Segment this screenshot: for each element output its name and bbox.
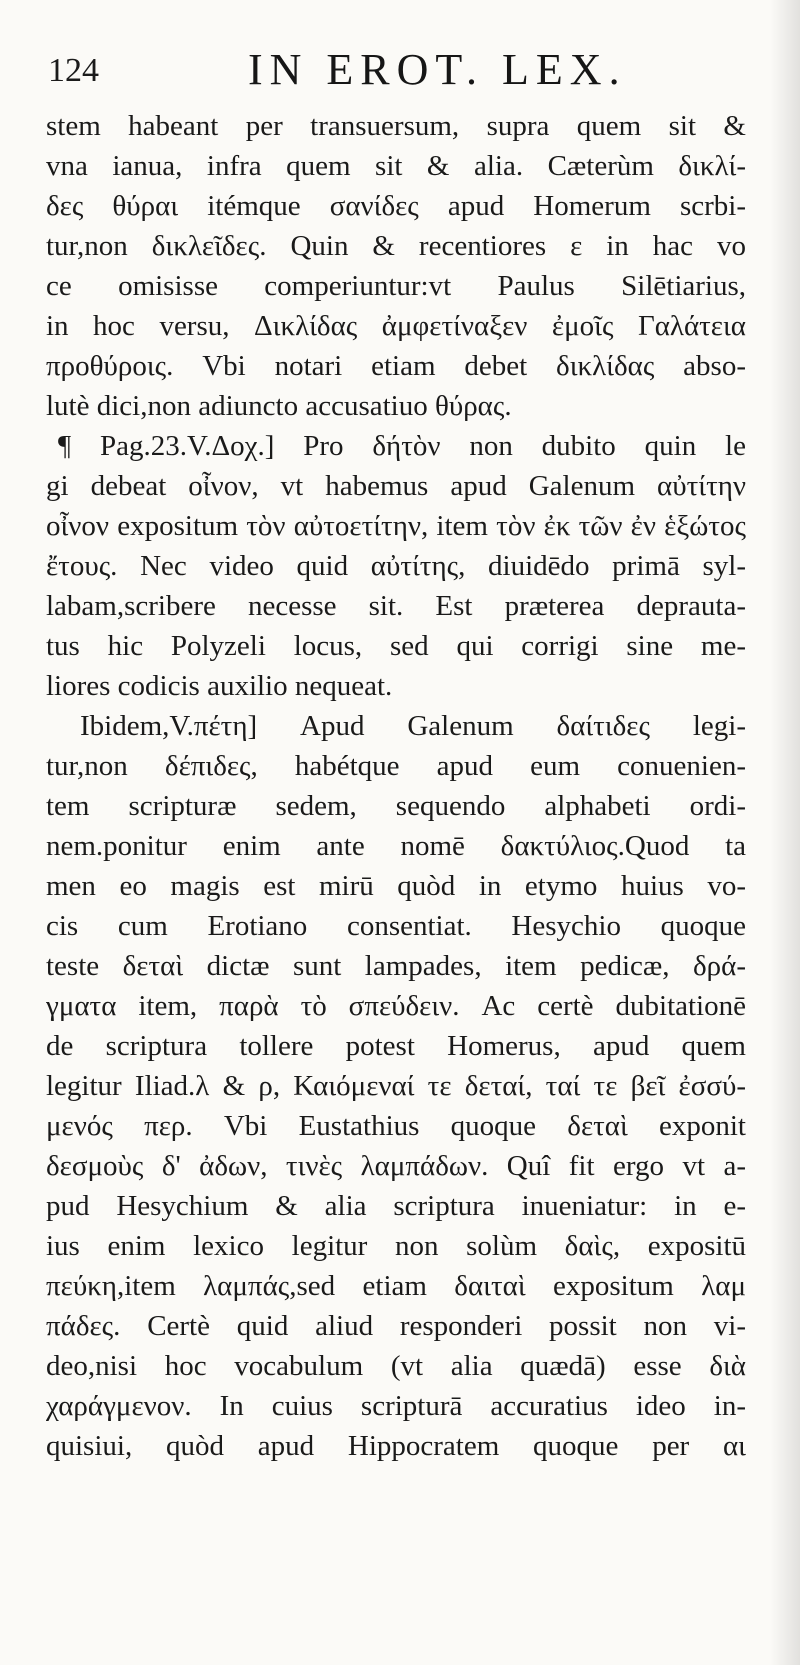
- text-line: vna ianua, infra quem sit & alia. Cæterùm δικλί-: [46, 150, 746, 182]
- text-line: liores codicis auxilio nequeat.: [46, 670, 393, 702]
- text-line: Ibidem,V.πέτη] Apud Galenum δαίτιδες legi-: [80, 710, 746, 742]
- text-line: legitur Iliad.λ & ρ, Καιόμεναί τε δεταί, ταί τε βεῖ ἐσσύ-: [46, 1070, 746, 1102]
- text-line: μενός περ. Vbi Eustathius quoque δεταὶ exponit: [46, 1110, 746, 1142]
- text-line: ius enim lexico legitur non solùm δαὶς, expositū: [46, 1230, 746, 1262]
- text-line: lutè dici,non adiuncto accusatiuo θύρας.: [46, 390, 512, 422]
- text-line: pud Hesychium & alia scriptura inueniatur: in e-: [46, 1190, 746, 1222]
- binding-shadow: [770, 0, 800, 1665]
- text-line: tus hic Polyzeli locus, sed qui corrigi sine me-: [46, 630, 746, 662]
- text-line: tem scripturæ sedem, sequendo alphabeti ordi-: [46, 790, 746, 822]
- text-line: ¶ Pag.23.V.Δοχ.] Pro δήτὸν non dubito quin le: [58, 430, 746, 462]
- page-header: [48, 38, 660, 98]
- text-line: teste δεταὶ dictæ sunt lampades, item pedicæ, δρά-: [46, 950, 746, 982]
- text-line: quisiui, quòd apud Hippocratem quoque per αι: [46, 1430, 746, 1462]
- text-line: labam,scribere necesse sit. Est præterea deprauta-: [46, 590, 746, 622]
- text-line: de scriptura tollere potest Homerus, apud quem: [46, 1030, 746, 1062]
- text-line: tur,non δέπιδες, habétque apud eum conuenien-: [46, 750, 746, 782]
- text-line: δεσμοὺς δ' ἀδων, τινὲς λαμπάδων. Quî fit ergo vt a-: [46, 1150, 746, 1182]
- text-line: ἔτους. Nec video quid αὐτίτης, diuidēdo primā syl-: [46, 550, 746, 582]
- text-line: stem habeant per transuersum, supra quem sit &: [46, 110, 746, 142]
- text-line: προθύροις. Vbi notari etiam debet δικλίδας abso-: [46, 350, 746, 382]
- page-number: 124: [48, 52, 99, 89]
- running-head: IN EROT. LEX.: [248, 45, 627, 94]
- text-line: cis cum Erotiano consentiat. Hesychio quoque: [46, 910, 746, 942]
- text-line: γματα item, παρὰ τὸ σπεύδειν. Ac certè dubitationē: [46, 990, 746, 1022]
- text-line: tur,non δικλεῖδες. Quin & recentiores ε in hac vo: [46, 230, 746, 262]
- text-line: men eo magis est mirū quòd in etymo huius vo-: [46, 870, 746, 902]
- text-line: πάδες. Certè quid aliud responderi possit non vi-: [46, 1310, 746, 1342]
- body-text: [46, 106, 746, 1466]
- text-line: deo,nisi hoc vocabulum (vt alia quædā) esse διὰ: [46, 1350, 746, 1382]
- text-line: οἶνον expositum τὸν αὐτοετίτην, item τὸν ἐκ τῶν ἐν ἑξώτος: [46, 510, 746, 542]
- text-line: χαράγμενον. In cuius scripturā accuratius ideo in-: [46, 1390, 746, 1422]
- text-line: gi debeat οἶνον, vt habemus apud Galenum αὐτίτην: [46, 470, 746, 502]
- text-line: δες θύραι itémque σανίδες apud Homerum scrbi-: [46, 190, 746, 222]
- text-line: πεύκη,item λαμπάς,sed etiam δαιταὶ expositum λαμ: [46, 1270, 746, 1302]
- text-line: ce omisisse comperiuntur:vt Paulus Silētiarius,: [46, 270, 746, 302]
- text-line: in hoc versu, Δικλίδας ἀμφετίναξεν ἐμοῖς Γαλάτεια: [46, 310, 746, 342]
- text-line: nem.ponitur enim ante nomē δακτύλιος.Quod ta: [46, 830, 746, 862]
